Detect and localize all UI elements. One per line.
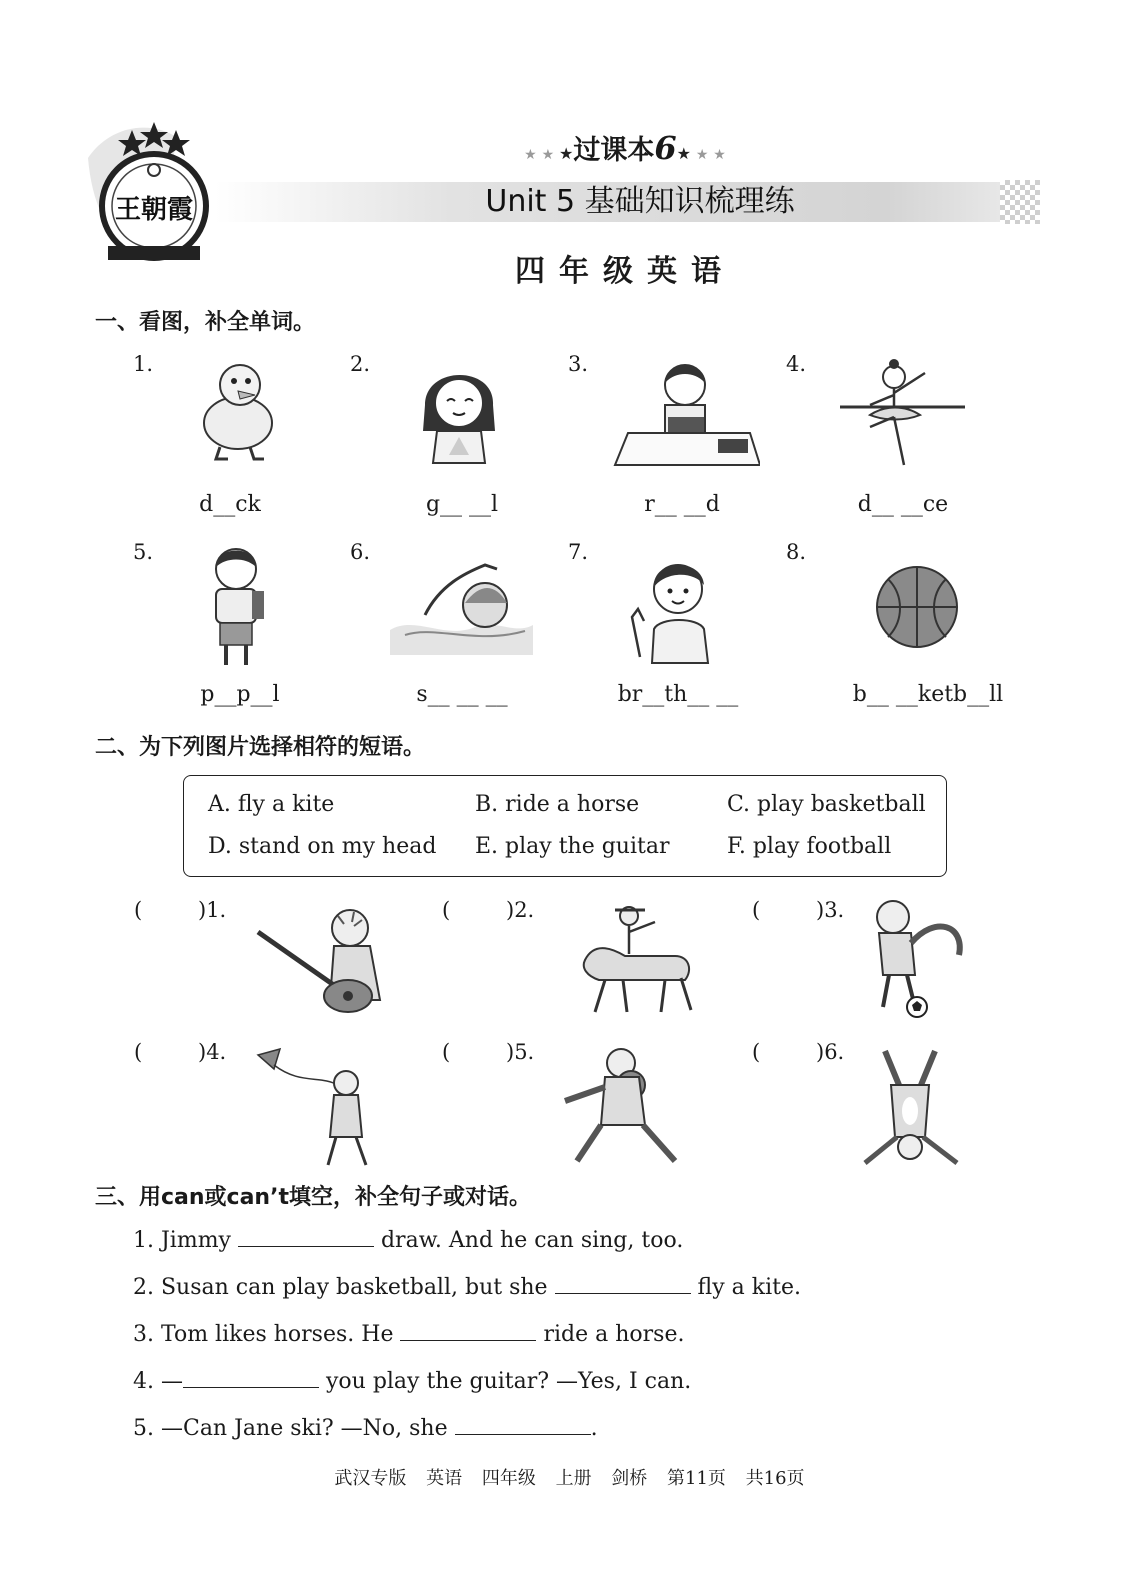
unit-title: Unit 5 基础知识梳理练: [485, 184, 795, 219]
pupil-icon: [160, 545, 310, 665]
brother-icon: [610, 545, 760, 665]
duck-icon: [160, 355, 310, 475]
answer-paren-close: )5.: [506, 1040, 535, 1064]
answer-paren-close: )1.: [198, 898, 227, 922]
fill-word: br__th__ __: [617, 682, 739, 707]
section1-heading: 一、看图，补全单词。: [95, 310, 316, 335]
section3-heading: 三、用can或can’t填空，补全句子或对话。: [95, 1185, 531, 1210]
answer-blank[interactable]: [238, 1245, 374, 1247]
ribbon-pattern: [1000, 180, 1040, 224]
reading-boy-icon: [610, 355, 760, 475]
svg-text:王朝霞: 王朝霞: [114, 195, 194, 225]
sentence-2: 2. Susan can play basketball, but she fly a kite.: [133, 1275, 801, 1300]
item-number: 2.: [350, 352, 371, 376]
page-footer: 武汉专版 英语 四年级 上册 剑桥 第11页 共16页: [334, 1468, 805, 1489]
fill-word: d__ck: [199, 492, 261, 517]
answer-paren-open[interactable]: (: [442, 898, 451, 922]
horse-rider-icon: [565, 900, 715, 1020]
tiger-handstand-icon: [855, 1045, 965, 1170]
fill-word: b__ __ketb__ll: [852, 682, 1004, 707]
item-number: 7.: [568, 540, 589, 564]
fill-word: s__ __ __: [416, 682, 508, 707]
item-number: 3.: [568, 352, 589, 376]
tiger-kite-icon: [250, 1045, 400, 1170]
answer-paren-close: )6.: [816, 1040, 845, 1064]
girl-icon: [385, 355, 535, 475]
series-label: ★ ★ ★过课本6★ ★ ★: [524, 129, 726, 167]
tiger-football-icon: [855, 895, 985, 1020]
item-number: 6.: [350, 540, 371, 564]
answer-blank[interactable]: [400, 1339, 536, 1341]
section2-heading: 二、为下列图片选择相符的短语。: [95, 735, 426, 760]
answer-paren-close: )2.: [506, 898, 535, 922]
swimmer-icon: [385, 545, 535, 665]
publisher-logo: [88, 118, 228, 268]
sentence-4: 4. — you play the guitar? —Yes, I can.: [133, 1369, 692, 1394]
answer-paren-close: )4.: [198, 1040, 227, 1064]
answer-paren-open[interactable]: (: [442, 1040, 451, 1064]
basketball-icon: [830, 545, 980, 665]
item-number: 1.: [133, 352, 154, 376]
fill-word: p__p__l: [200, 682, 280, 707]
fill-word: d__ __ce: [857, 492, 949, 517]
option-b: B. ride a horse: [475, 792, 640, 817]
fill-word: r__ __d: [644, 492, 720, 517]
answer-blank[interactable]: [555, 1292, 691, 1294]
grade-title: 四年级英语: [515, 254, 735, 289]
option-f: F. play football: [727, 834, 892, 859]
dancer-icon: [830, 355, 980, 475]
answer-blank[interactable]: [183, 1386, 319, 1388]
item-number: 4.: [786, 352, 807, 376]
sentence-3: 3. Tom likes horses. He ride a horse.: [133, 1322, 685, 1347]
answer-paren-close: )3.: [816, 898, 845, 922]
fill-word: g__ __l: [425, 492, 499, 517]
answer-paren-open[interactable]: (: [134, 898, 143, 922]
option-d: D. stand on my head: [208, 834, 437, 859]
option-a: A. fly a kite: [208, 792, 335, 817]
option-c: C. play basketball: [727, 792, 926, 817]
answer-paren-open[interactable]: (: [752, 898, 761, 922]
tiger-basketball-icon: [555, 1045, 695, 1170]
sentence-1: 1. Jimmy draw. And he can sing, too.: [133, 1228, 684, 1253]
item-number: 5.: [133, 540, 154, 564]
tiger-guitar-icon: [250, 900, 400, 1020]
options-box: [183, 775, 947, 877]
item-number: 8.: [786, 540, 807, 564]
answer-paren-open[interactable]: (: [752, 1040, 761, 1064]
answer-paren-open[interactable]: (: [134, 1040, 143, 1064]
answer-blank[interactable]: [455, 1433, 591, 1435]
sentence-5: 5. —Can Jane ski? —No, she .: [133, 1416, 598, 1441]
option-e: E. play the guitar: [475, 834, 670, 859]
